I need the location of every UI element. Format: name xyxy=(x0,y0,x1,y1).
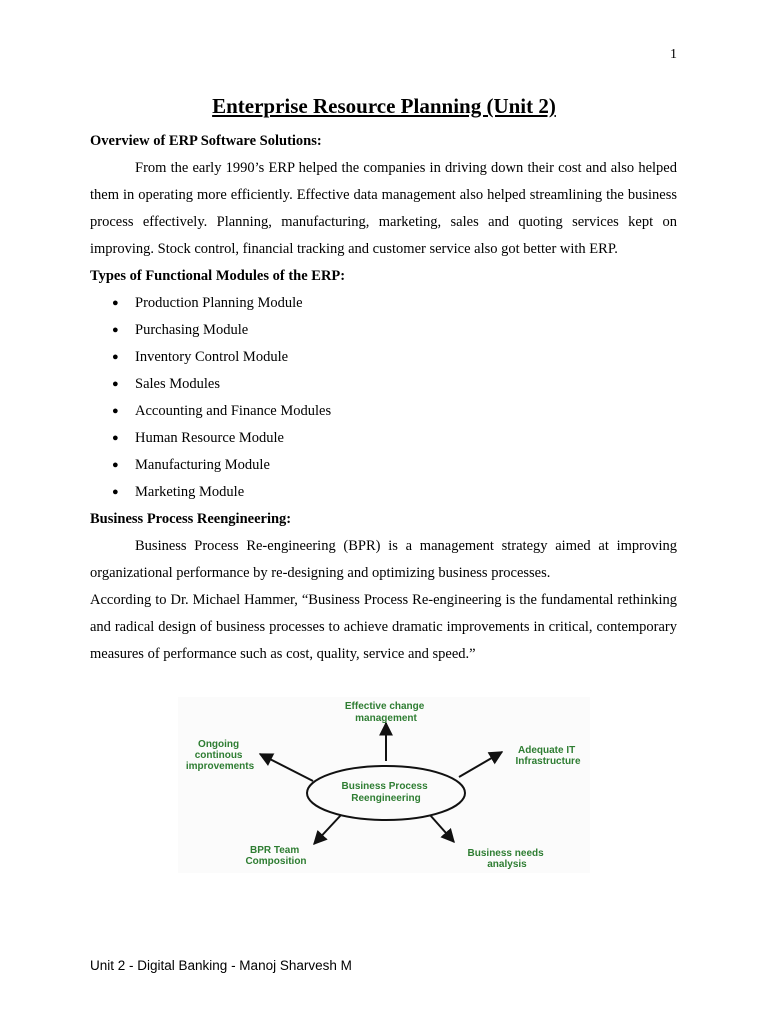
arrow-bottom-right xyxy=(430,815,454,842)
bullet-icon: ● xyxy=(112,486,119,498)
modules-heading: Types of Functional Modules of the ERP: xyxy=(90,268,346,284)
list-item xyxy=(90,452,677,479)
list-item xyxy=(90,317,677,344)
list-item xyxy=(90,398,677,425)
list-item xyxy=(90,425,677,452)
node-center: Business Process Reengineering xyxy=(341,781,428,804)
overview-heading: Overview of ERP Software Solutions: xyxy=(90,133,322,149)
list-item xyxy=(90,344,677,371)
node-right: Adequate IT Infrastructure xyxy=(515,745,581,767)
bullet-icon: ● xyxy=(112,351,119,363)
module-label: Production Planning Module xyxy=(135,295,303,311)
arrow-left xyxy=(260,754,313,781)
arrow-right xyxy=(459,752,502,777)
page-title: Enterprise Resource Planning (Unit 2) xyxy=(212,94,556,118)
arrow-bottom-left xyxy=(314,815,341,844)
bpr-diagram xyxy=(178,697,590,873)
module-label: Inventory Control Module xyxy=(135,349,289,365)
bullet-icon: ● xyxy=(112,378,119,390)
module-label: Human Resource Module xyxy=(135,430,284,446)
node-left: Ongoing continous improvements xyxy=(185,739,255,772)
bullet-icon: ● xyxy=(112,297,119,309)
node-bottom-left: BPR Team Composition xyxy=(245,845,307,867)
bullet-icon: ● xyxy=(112,405,119,417)
list-item xyxy=(90,479,677,506)
list-item xyxy=(90,290,677,317)
document-body xyxy=(90,128,677,668)
list-item xyxy=(90,371,677,398)
bullet-icon: ● xyxy=(112,324,119,336)
module-label: Accounting and Finance Modules xyxy=(135,403,332,419)
node-top: Effective change management xyxy=(344,701,425,724)
overview-paragraph: From the early 1990’s ERP helped the companies in driving down their cost and also helped them in operating more efficiently. Effective data management also helped streamlining the business process effectively. Planning, manufacturing, marketing, sales and quoting services kept on improving. Stock control, financial tracking and customer service also got better with ERP. xyxy=(90,160,677,257)
module-label: Sales Modules xyxy=(135,376,220,392)
bpr-paragraph: Business Process Re-engineering (BPR) is a management strategy aimed at improving organizational performance by re-designing and optimizing business processes. xyxy=(90,538,677,581)
module-label: Purchasing Module xyxy=(135,322,249,338)
module-label: Marketing Module xyxy=(135,484,245,500)
bullet-icon: ● xyxy=(112,432,119,444)
hammer-quote-paragraph: According to Dr. Michael Hammer, “Business Process Re-engineering is the fundamental rethinking and radical design of business processes to achieve dramatic improvements in critical, contemporary measures of performance such as cost, quality, service and speed.” xyxy=(90,592,677,662)
bullet-icon: ● xyxy=(112,459,119,471)
module-label: Manufacturing Module xyxy=(135,457,270,473)
page-footer: Unit 2 - Digital Banking - Manoj Sharvesh M xyxy=(90,958,352,973)
bpr-heading: Business Process Reengineering: xyxy=(90,511,292,527)
page-number: 1 xyxy=(670,47,677,62)
modules-list xyxy=(90,290,677,506)
node-bottom-right: Business needs analysis xyxy=(467,848,544,870)
